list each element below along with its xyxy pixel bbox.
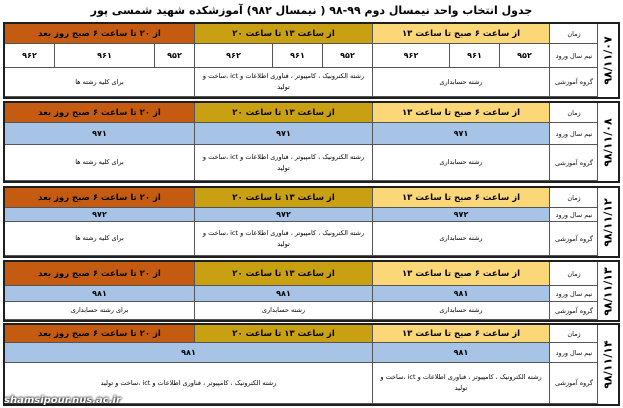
entry-value: ۹۶۲ <box>373 44 450 68</box>
time-slot-3: از ۲۰ تا ساعت ۶ صبح روز بعد <box>5 325 195 343</box>
label-group: گروه آموزشی <box>550 222 598 256</box>
label-group: گروه آموزشی <box>550 145 598 181</box>
entry-value: ۹۸۱ <box>5 286 195 302</box>
entry-value: ۹۶۲ <box>195 44 273 68</box>
time-slot-3: از ۲۰ تا ساعت ۶ صبح روز بعد <box>5 188 195 208</box>
time-slot-2: از ساعت ۱۳ تا ساعت ۲۰ <box>195 262 373 286</box>
schedule-block-2 <box>3 101 620 183</box>
label-time: زمان <box>550 262 598 286</box>
time-slot-1: از ساعت ۶ صبح تا ساعت ۱۳ <box>373 325 550 343</box>
page-title: جدول انتخاب واحد نیمسال دوم ۹۹-۹۸ ( نیمسال ۹۸۲) آموزشکده شهید شمسی پور <box>90 4 533 17</box>
group-accounting: رشته حسابداری <box>373 145 550 181</box>
label-time: زمان <box>550 103 598 123</box>
block-date: ۹۸/۱۱/۰۸ <box>597 103 618 181</box>
label-group: گروه آموزشی <box>550 363 598 404</box>
entry-value: ۹۸۱ <box>195 286 373 302</box>
label-group: گروه آموزشی <box>550 68 598 97</box>
label-group: گروه آموزشی <box>550 302 598 320</box>
group-accounting: برای رشته حسابداری <box>5 302 195 320</box>
group-tech: رشته الکترونیک ، کامپیوتر ، فناوری اطلاعات و ict ،ساخت و تولید <box>5 363 373 404</box>
schedule-block-5 <box>3 323 620 406</box>
entry-value: ۹۵۲ <box>155 44 195 68</box>
schedule-block-3 <box>3 186 620 258</box>
time-slot-3: از ۲۰ تا ساعت ۶ صبح روز بعد <box>5 103 195 123</box>
label-entry: نیم سال ورود <box>550 208 598 222</box>
block-date: ۹۸/۱۱/۱۳ <box>597 262 618 320</box>
entry-value: ۹۷۱ <box>195 123 373 145</box>
schedule-block-4 <box>3 260 620 322</box>
time-slot-1: از ساعت ۶ صبح تا ساعت ۱۳ <box>373 24 550 44</box>
entry-value: ۹۶۱ <box>273 44 323 68</box>
entry-value: ۹۷۱ <box>5 123 195 145</box>
group-accounting: رشته حسابداری <box>195 302 373 320</box>
entry-value: ۹۷۱ <box>373 123 550 145</box>
entry-value: ۹۷۲ <box>373 208 550 222</box>
entry-value: ۹۵۲ <box>500 44 550 68</box>
group-accounting: رشته حسابداری <box>373 68 550 97</box>
group-all: برای کلیه رشته ها <box>5 222 195 256</box>
time-slot-2: از ساعت ۱۳ تا ساعت ۲۰ <box>195 188 373 208</box>
label-time: زمان <box>550 325 598 343</box>
time-slot-2: از ساعت ۱۳ تا ساعت ۲۰ <box>195 103 373 123</box>
label-entry: نیم سال ورود <box>550 44 598 68</box>
site-watermark: shamsipour.nus.ac.ir <box>4 395 121 406</box>
group-tech: رشته الکترونیک ، کامپیوتر ، فناوری اطلاعات و ict ،ساخت و تولید <box>195 68 373 97</box>
entry-value: ۹۸۱ <box>373 286 550 302</box>
time-slot-1: از ساعت ۶ صبح تا ساعت ۱۳ <box>373 262 550 286</box>
group-tech: رشته الکترونیک ، کامپیوتر ، فناوری اطلاعات و ict ،ساخت و تولید <box>195 222 373 256</box>
group-all: برای کلیه رشته ها <box>5 68 195 97</box>
entry-value: ۹۵۲ <box>323 44 373 68</box>
schedule-block-1 <box>3 22 620 99</box>
label-entry: نیم سال ورود <box>550 123 598 145</box>
block-date: ۹۸/۱۱/۱۴ <box>597 325 618 404</box>
block-date: ۹۸/۱۱/۰۷ <box>597 24 618 97</box>
time-slot-1: از ساعت ۶ صبح تا ساعت ۱۳ <box>373 103 550 123</box>
entry-value: ۹۸۱ <box>5 343 373 363</box>
block-date: ۹۸/۱۱/۱۲ <box>597 188 618 256</box>
group-accounting: رشته حسابداری <box>373 302 550 320</box>
entry-value: ۹۶۱ <box>450 44 500 68</box>
entry-value: ۹۶۲ <box>5 44 55 68</box>
group-tech: رشته الکترونیک ، کامپیوتر ، فناوری اطلاعات و ict ،ساخت و تولید <box>195 145 373 181</box>
group-all: برای کلیه رشته ها <box>5 145 195 181</box>
entry-value: ۹۸۱ <box>373 343 550 363</box>
label-entry: نیم سال ورود <box>550 286 598 302</box>
label-entry: نیم سال ورود <box>550 343 598 363</box>
entry-value: ۹۷۲ <box>195 208 373 222</box>
time-slot-3: از ۲۰ تا ساعت ۶ صبح روز بعد <box>5 262 195 286</box>
group-tech: رشته الکترونیک ، کامپیوتر ، فناوری اطلاعات و ict ،ساخت و تولید <box>373 363 550 404</box>
label-time: زمان <box>550 24 598 44</box>
time-slot-3: از ۲۰ تا ساعت ۶ صبح روز بعد <box>5 24 195 44</box>
time-slot-2: از ساعت ۱۳ تا ساعت ۲۰ <box>195 24 373 44</box>
label-time: زمان <box>550 188 598 208</box>
time-slot-2: از ساعت ۱۳ تا ساعت ۲۰ <box>195 325 373 343</box>
entry-value: ۹۷۲ <box>5 208 195 222</box>
time-slot-1: از ساعت ۶ صبح تا ساعت ۱۳ <box>373 188 550 208</box>
entry-value: ۹۶۱ <box>55 44 155 68</box>
group-accounting: رشته حسابداری <box>373 222 550 256</box>
